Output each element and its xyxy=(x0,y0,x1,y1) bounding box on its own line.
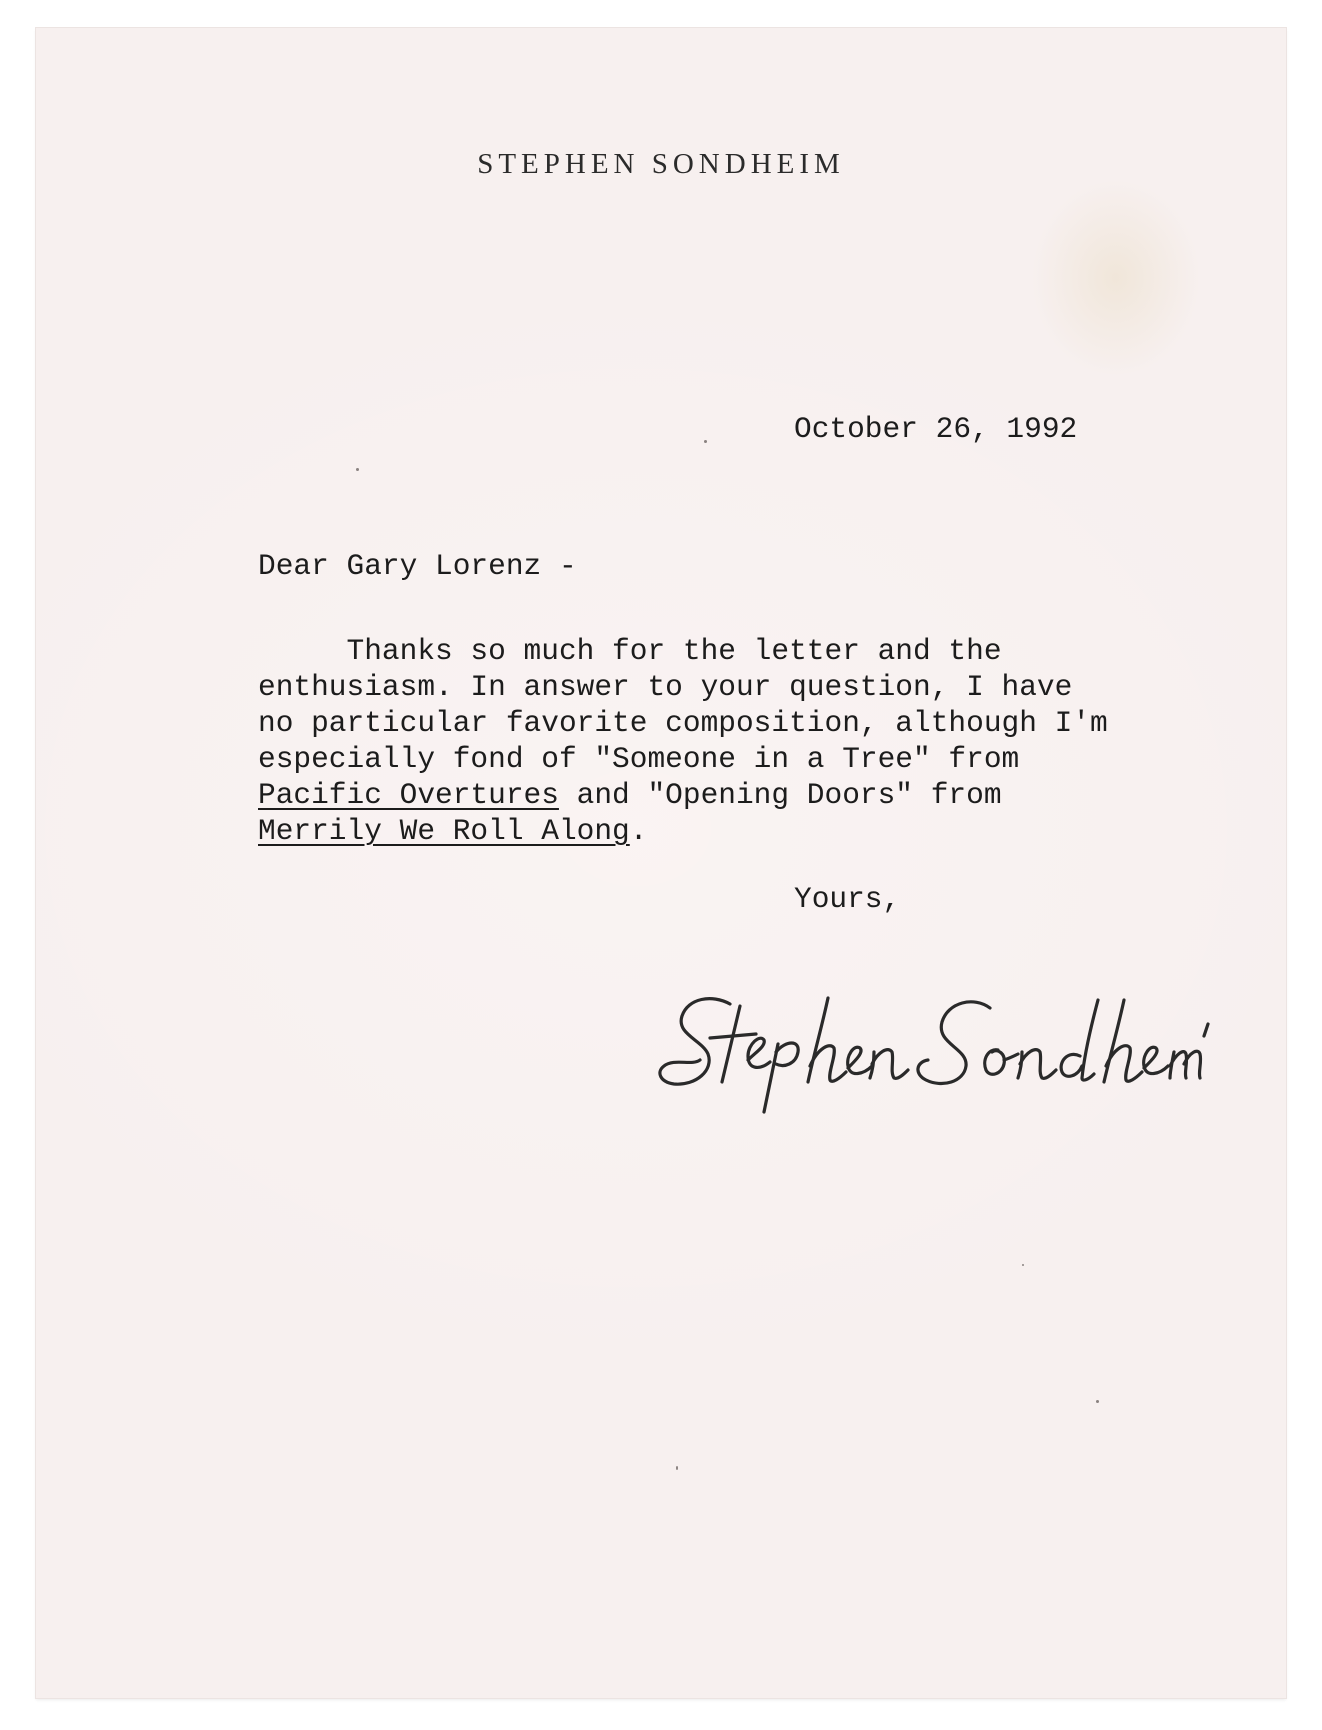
letterhead: STEPHEN SONDHEIM xyxy=(477,148,845,180)
letter-sheet xyxy=(36,28,1286,1698)
body-line: especially fond of "Someone in a Tree" from xyxy=(258,742,1020,776)
body-line xyxy=(258,777,1108,813)
letter-body xyxy=(258,633,1108,849)
body-line-rest: . xyxy=(629,814,648,848)
body-line: Thanks so much for the letter and the xyxy=(258,634,1002,668)
body-line-rest: and "Opening Doors" from xyxy=(558,778,1002,812)
paper-speck xyxy=(1022,1264,1024,1266)
signature-image xyxy=(652,986,1212,1116)
paper-speck xyxy=(704,440,707,443)
body-line xyxy=(258,813,1108,849)
title-pacific-overtures: Pacific Overtures xyxy=(258,778,559,812)
salutation: Dear Gary Lorenz - xyxy=(258,549,577,583)
closing: Yours, xyxy=(794,882,901,916)
paper-speck xyxy=(356,468,359,471)
paper-speck xyxy=(676,1466,678,1470)
body-line: enthusiasm. In answer to your question, I have xyxy=(258,670,1073,704)
letter-date: October 26, 1992 xyxy=(794,412,1078,446)
title-merrily-we-roll-along: Merrily We Roll Along xyxy=(258,814,630,848)
paper-speck xyxy=(1096,1400,1099,1403)
body-line: no particular favorite composition, although I'm xyxy=(258,706,1108,740)
